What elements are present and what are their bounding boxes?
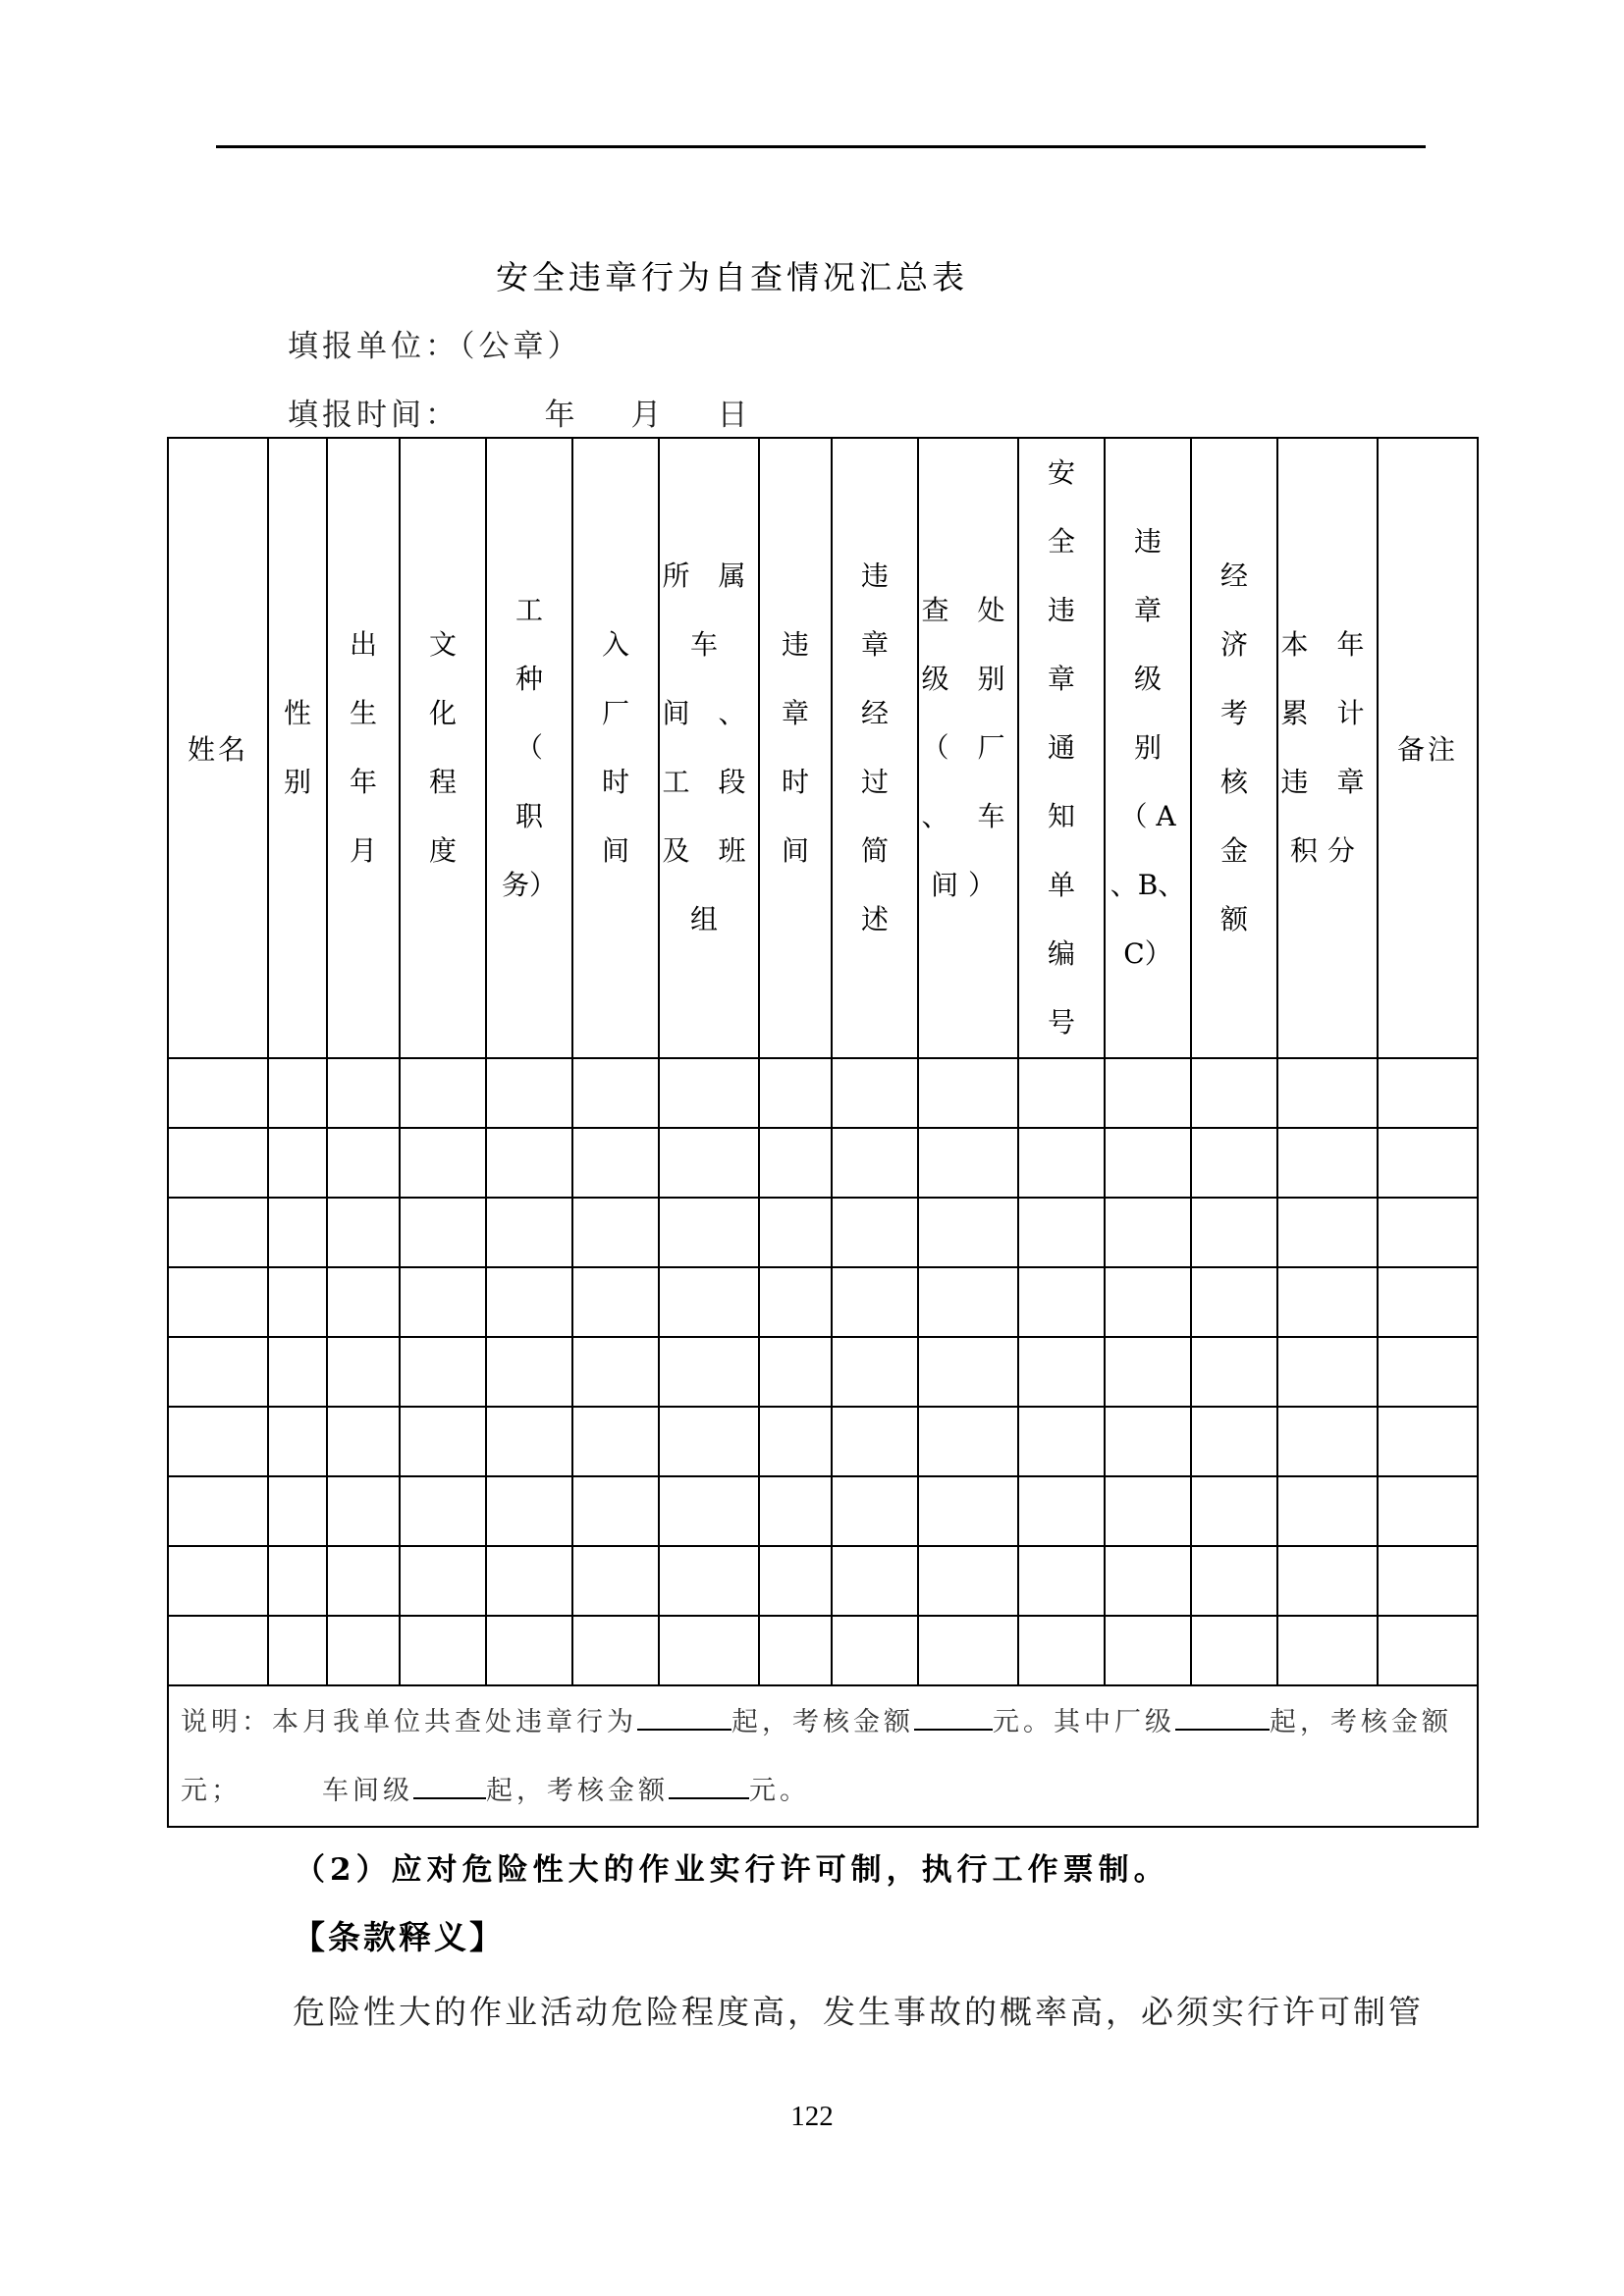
table-cell[interactable] [327,1267,400,1337]
header-char: C） [1123,937,1172,970]
blank-total-amount[interactable] [914,1701,993,1731]
table-cell[interactable] [918,1337,1018,1407]
table-cell[interactable] [486,1407,572,1476]
table-cell[interactable] [759,1407,832,1476]
header-job [486,438,572,1058]
table-row [168,1337,1478,1407]
table-cell[interactable] [400,1616,486,1685]
table-cell[interactable] [1018,1267,1105,1337]
header-char: 、 车 [921,800,1015,832]
header-char: 度 [428,834,457,867]
header-char: 间 [781,834,809,867]
table-cell[interactable] [268,1476,327,1546]
table-cell[interactable] [1378,1267,1478,1337]
header-char: 违 [1133,525,1162,558]
table-cell[interactable] [918,1616,1018,1685]
table-cell[interactable] [400,1128,486,1198]
table-cell[interactable] [659,1407,759,1476]
header-char: 章 [1133,594,1162,626]
table-cell[interactable] [327,1128,400,1198]
header-char: 章 [781,697,809,729]
header-char: 年 [349,766,377,798]
header-rule [216,145,1426,148]
table-cell[interactable] [918,1198,1018,1267]
table-cell[interactable] [1105,1616,1191,1685]
table-cell[interactable] [486,1128,572,1198]
note-row [168,1685,1478,1827]
table-cell[interactable] [1018,1128,1105,1198]
table-cell[interactable] [1018,1476,1105,1546]
fill-time-label: 填报时间： [288,398,460,433]
table-cell[interactable] [759,1058,832,1128]
header-char: 经 [1219,560,1248,592]
header-violation-description [832,438,918,1058]
table-cell[interactable] [759,1128,832,1198]
header-char: 违 [1047,594,1075,626]
table-cell[interactable] [918,1267,1018,1337]
header-char: 金 [1219,834,1248,867]
table-cell[interactable] [1105,1198,1191,1267]
header-char: 安 [1047,456,1075,489]
header-char: 出 [349,628,377,661]
fill-time [288,390,778,434]
header-char: 过 [860,766,889,798]
header-char: 编 [1047,937,1075,970]
table-cell[interactable] [759,1198,832,1267]
table-cell[interactable] [832,1128,918,1198]
header-char: 务） [501,869,557,901]
header-char: 知 [1047,800,1075,832]
header-char: 本 年 [1280,628,1375,661]
table-cell[interactable] [1105,1058,1191,1128]
header-char: 经 [860,697,889,729]
table-cell[interactable] [832,1198,918,1267]
header-name: 姓名 [168,438,268,1058]
table-cell[interactable] [659,1476,759,1546]
table-cell[interactable] [168,1058,268,1128]
header-char: 、B、 [1110,869,1186,901]
table-cell[interactable] [268,1267,327,1337]
table-cell[interactable] [832,1337,918,1407]
table-cell[interactable] [1277,1337,1378,1407]
table-cell[interactable] [400,1198,486,1267]
header-char: 通 [1047,731,1075,764]
table-cell[interactable] [918,1546,1018,1616]
table-cell[interactable] [1191,1198,1277,1267]
table-cell[interactable] [572,1476,659,1546]
table-cell[interactable] [918,1407,1018,1476]
table-cell[interactable] [327,1407,400,1476]
table-cell[interactable] [1378,1128,1478,1198]
table-cell[interactable] [1378,1337,1478,1407]
table-cell[interactable] [1105,1546,1191,1616]
table-cell[interactable] [1018,1198,1105,1267]
table-cell[interactable] [572,1198,659,1267]
table-cell[interactable] [400,1407,486,1476]
table-cell[interactable] [327,1058,400,1128]
header-char: （ A [1119,800,1176,832]
table-cell[interactable] [1378,1058,1478,1128]
header-gender [268,438,327,1058]
table-cell[interactable] [168,1407,268,1476]
violation-summary-table [167,437,1479,1828]
table-cell[interactable] [1378,1407,1478,1476]
table-cell[interactable] [168,1476,268,1546]
table-cell[interactable] [659,1337,759,1407]
table-row [168,1267,1478,1337]
table-cell[interactable] [168,1198,268,1267]
header-char: 违 [781,628,809,661]
header-char: 考 [1219,697,1248,729]
header-char: 间） [930,869,1005,901]
table-cell[interactable] [832,1546,918,1616]
table-cell[interactable] [572,1267,659,1337]
table-cell[interactable] [832,1616,918,1685]
header-entry-date [572,438,659,1058]
table-cell[interactable] [1018,1616,1105,1685]
note-cell: 说明：本月我单位共查处违章行为 起，考核金额 元。其中厂级 起，考核金额 元； 车间级 起，考核金额 元。 [168,1685,1478,1827]
table-cell[interactable] [1191,1058,1277,1128]
table-cell[interactable] [268,1058,327,1128]
header-birth [327,438,400,1058]
table-cell[interactable] [486,1198,572,1267]
header-char: 时 [781,766,809,798]
table-row [168,1476,1478,1546]
table-cell[interactable] [327,1546,400,1616]
header-char: 章 [860,628,889,661]
header-char: 所 属 [662,560,756,592]
header-violation-time [759,438,832,1058]
header-char: （ 厂 [921,731,1015,764]
fill-time-year: 年 [544,398,579,433]
table-row [168,1407,1478,1476]
table-cell[interactable] [572,1128,659,1198]
header-char: 章 [1047,663,1075,695]
table-cell[interactable] [759,1546,832,1616]
header-char: 月 [349,834,377,867]
table-cell[interactable] [572,1616,659,1685]
header-char: 单 [1047,869,1075,901]
table-cell[interactable] [1378,1476,1478,1546]
table-cell[interactable] [168,1337,268,1407]
table-cell[interactable] [268,1198,327,1267]
table-cell[interactable] [168,1128,268,1198]
blank-workshop-count[interactable] [413,1770,486,1799]
table-cell[interactable] [1191,1337,1277,1407]
table-cell[interactable] [1191,1128,1277,1198]
header-char: 级 别 [921,663,1015,695]
header-char: 额 [1219,903,1248,935]
table-cell[interactable] [832,1058,918,1128]
table-cell[interactable] [659,1198,759,1267]
header-annual-points [1277,438,1378,1058]
header-char: 全 [1047,525,1075,558]
table-cell[interactable] [832,1407,918,1476]
blank-total-count[interactable] [637,1701,731,1731]
header-char: 违 [860,560,889,592]
header-char: 间 [601,834,629,867]
table-cell[interactable] [1378,1616,1478,1685]
header-char: 入 [601,628,629,661]
fill-time-month: 月 [630,398,666,433]
table-cell[interactable] [759,1267,832,1337]
table-cell[interactable] [268,1337,327,1407]
table-cell[interactable] [1105,1128,1191,1198]
table-cell[interactable] [486,1546,572,1616]
header-char: 工 [514,594,543,626]
table-cell[interactable] [400,1337,486,1407]
table-cell[interactable] [1105,1476,1191,1546]
header-char: 核 [1219,766,1248,798]
table-cell[interactable] [1277,1267,1378,1337]
header-char: 简 [860,834,889,867]
table-cell[interactable] [327,1198,400,1267]
header-fine-amount [1191,438,1277,1058]
table-cell[interactable] [400,1058,486,1128]
table-cell[interactable] [572,1546,659,1616]
table-cell[interactable] [486,1476,572,1546]
table-cell[interactable] [327,1476,400,1546]
header-char: 工 段 [662,766,756,798]
table-cell[interactable] [572,1337,659,1407]
header-char: 级 [1133,663,1162,695]
header-char: 济 [1219,628,1248,661]
table-cell[interactable] [1277,1546,1378,1616]
header-char: 号 [1047,1006,1075,1039]
body-paragraph: 危险性大的作业活动危险程度高，发生事故的概率高，必须实行许可制管 [293,1993,1424,2031]
table-cell[interactable] [1018,1546,1105,1616]
table-cell[interactable] [1191,1546,1277,1616]
table-row [168,1128,1478,1198]
header-char: 厂 [601,697,629,729]
header-char: 车 [689,628,728,661]
table-cell[interactable] [1378,1198,1478,1267]
table-cell[interactable] [400,1476,486,1546]
table-cell[interactable] [1277,1198,1378,1267]
table-cell[interactable] [400,1546,486,1616]
table-cell[interactable] [486,1267,572,1337]
header-char: 查 处 [921,594,1015,626]
table-cell[interactable] [1191,1476,1277,1546]
form-title: 安全违章行为自查情况汇总表 [496,258,968,296]
table-cell[interactable] [1105,1267,1191,1337]
header-char: 程 [428,766,457,798]
table-cell[interactable] [168,1267,268,1337]
header-char: 违 章 [1280,766,1375,798]
table-cell[interactable] [1277,1128,1378,1198]
header-char: 组 [689,903,728,935]
table-cell[interactable] [832,1267,918,1337]
header-char: 别 [1133,731,1162,764]
table-cell[interactable] [1105,1337,1191,1407]
header-char: 生 [349,697,377,729]
fill-unit: 填报单位：（公章） [288,329,582,364]
header-char: 职 [514,800,543,832]
table-cell[interactable] [1277,1616,1378,1685]
table-cell[interactable] [400,1267,486,1337]
table-cell[interactable] [268,1616,327,1685]
table-cell[interactable] [268,1546,327,1616]
header-violation-level [1105,438,1191,1058]
table-cell[interactable] [1378,1546,1478,1616]
table-row [168,1198,1478,1267]
header-handling-level [918,438,1018,1058]
table-cell[interactable] [268,1128,327,1198]
header-char: 性 [283,697,311,729]
table-header-row [168,438,1478,1058]
table-cell[interactable] [486,1337,572,1407]
table-cell[interactable] [659,1267,759,1337]
table-cell[interactable] [327,1616,400,1685]
blank-factory-count[interactable] [1175,1701,1270,1731]
table-cell[interactable] [918,1058,1018,1128]
table-cell[interactable] [918,1476,1018,1546]
header-char: 积分 [1289,834,1365,867]
section-heading: 【条款释义】 [293,1918,505,1956]
table-cell[interactable] [832,1476,918,1546]
table-cell[interactable] [759,1616,832,1685]
header-char: 间 、 [662,697,756,729]
header-education [400,438,486,1058]
table-row [168,1616,1478,1685]
table-cell[interactable] [1277,1407,1378,1476]
header-notice-number [1018,438,1105,1058]
header-remarks: 备注 [1378,438,1478,1058]
page-number: 122 [790,2101,834,2132]
table-row [168,1546,1478,1616]
table-cell[interactable] [918,1128,1018,1198]
table-cell[interactable] [1191,1407,1277,1476]
blank-workshop-amount[interactable] [669,1770,749,1799]
table-cell[interactable] [486,1058,572,1128]
fill-time-day: 日 [717,398,752,433]
header-char: （ [514,731,543,764]
table-cell[interactable] [659,1128,759,1198]
header-char: 述 [860,903,889,935]
table-cell[interactable] [1018,1058,1105,1128]
table-cell[interactable] [1018,1407,1105,1476]
header-char: 种 [514,663,543,695]
table-cell[interactable] [1277,1476,1378,1546]
header-char: 化 [428,697,457,729]
table-cell[interactable] [759,1476,832,1546]
table-cell[interactable] [268,1407,327,1476]
header-char: 及 班 [662,834,756,867]
table-row [168,1058,1478,1128]
table-cell[interactable] [572,1058,659,1128]
table-cell[interactable] [327,1337,400,1407]
table-cell[interactable] [659,1546,759,1616]
header-char: 文 [428,628,457,661]
table-cell[interactable] [1277,1058,1378,1128]
table-cell[interactable] [1191,1616,1277,1685]
table-cell[interactable] [1105,1407,1191,1476]
table-cell[interactable] [486,1616,572,1685]
table-cell[interactable] [659,1616,759,1685]
table-cell[interactable] [1191,1267,1277,1337]
header-department [659,438,759,1058]
header-char: 累 计 [1280,697,1375,729]
header-char: 时 [601,766,629,798]
table-cell[interactable] [572,1407,659,1476]
table-cell[interactable] [759,1337,832,1407]
table-cell[interactable] [168,1616,268,1685]
table-body [168,1058,1478,1827]
table-cell[interactable] [659,1058,759,1128]
table-cell[interactable] [1018,1337,1105,1407]
table-cell[interactable] [168,1546,268,1616]
clause-text: （2）应对危险性大的作业实行许可制，执行工作票制。 [295,1852,1169,1888]
header-char: 别 [283,766,311,798]
